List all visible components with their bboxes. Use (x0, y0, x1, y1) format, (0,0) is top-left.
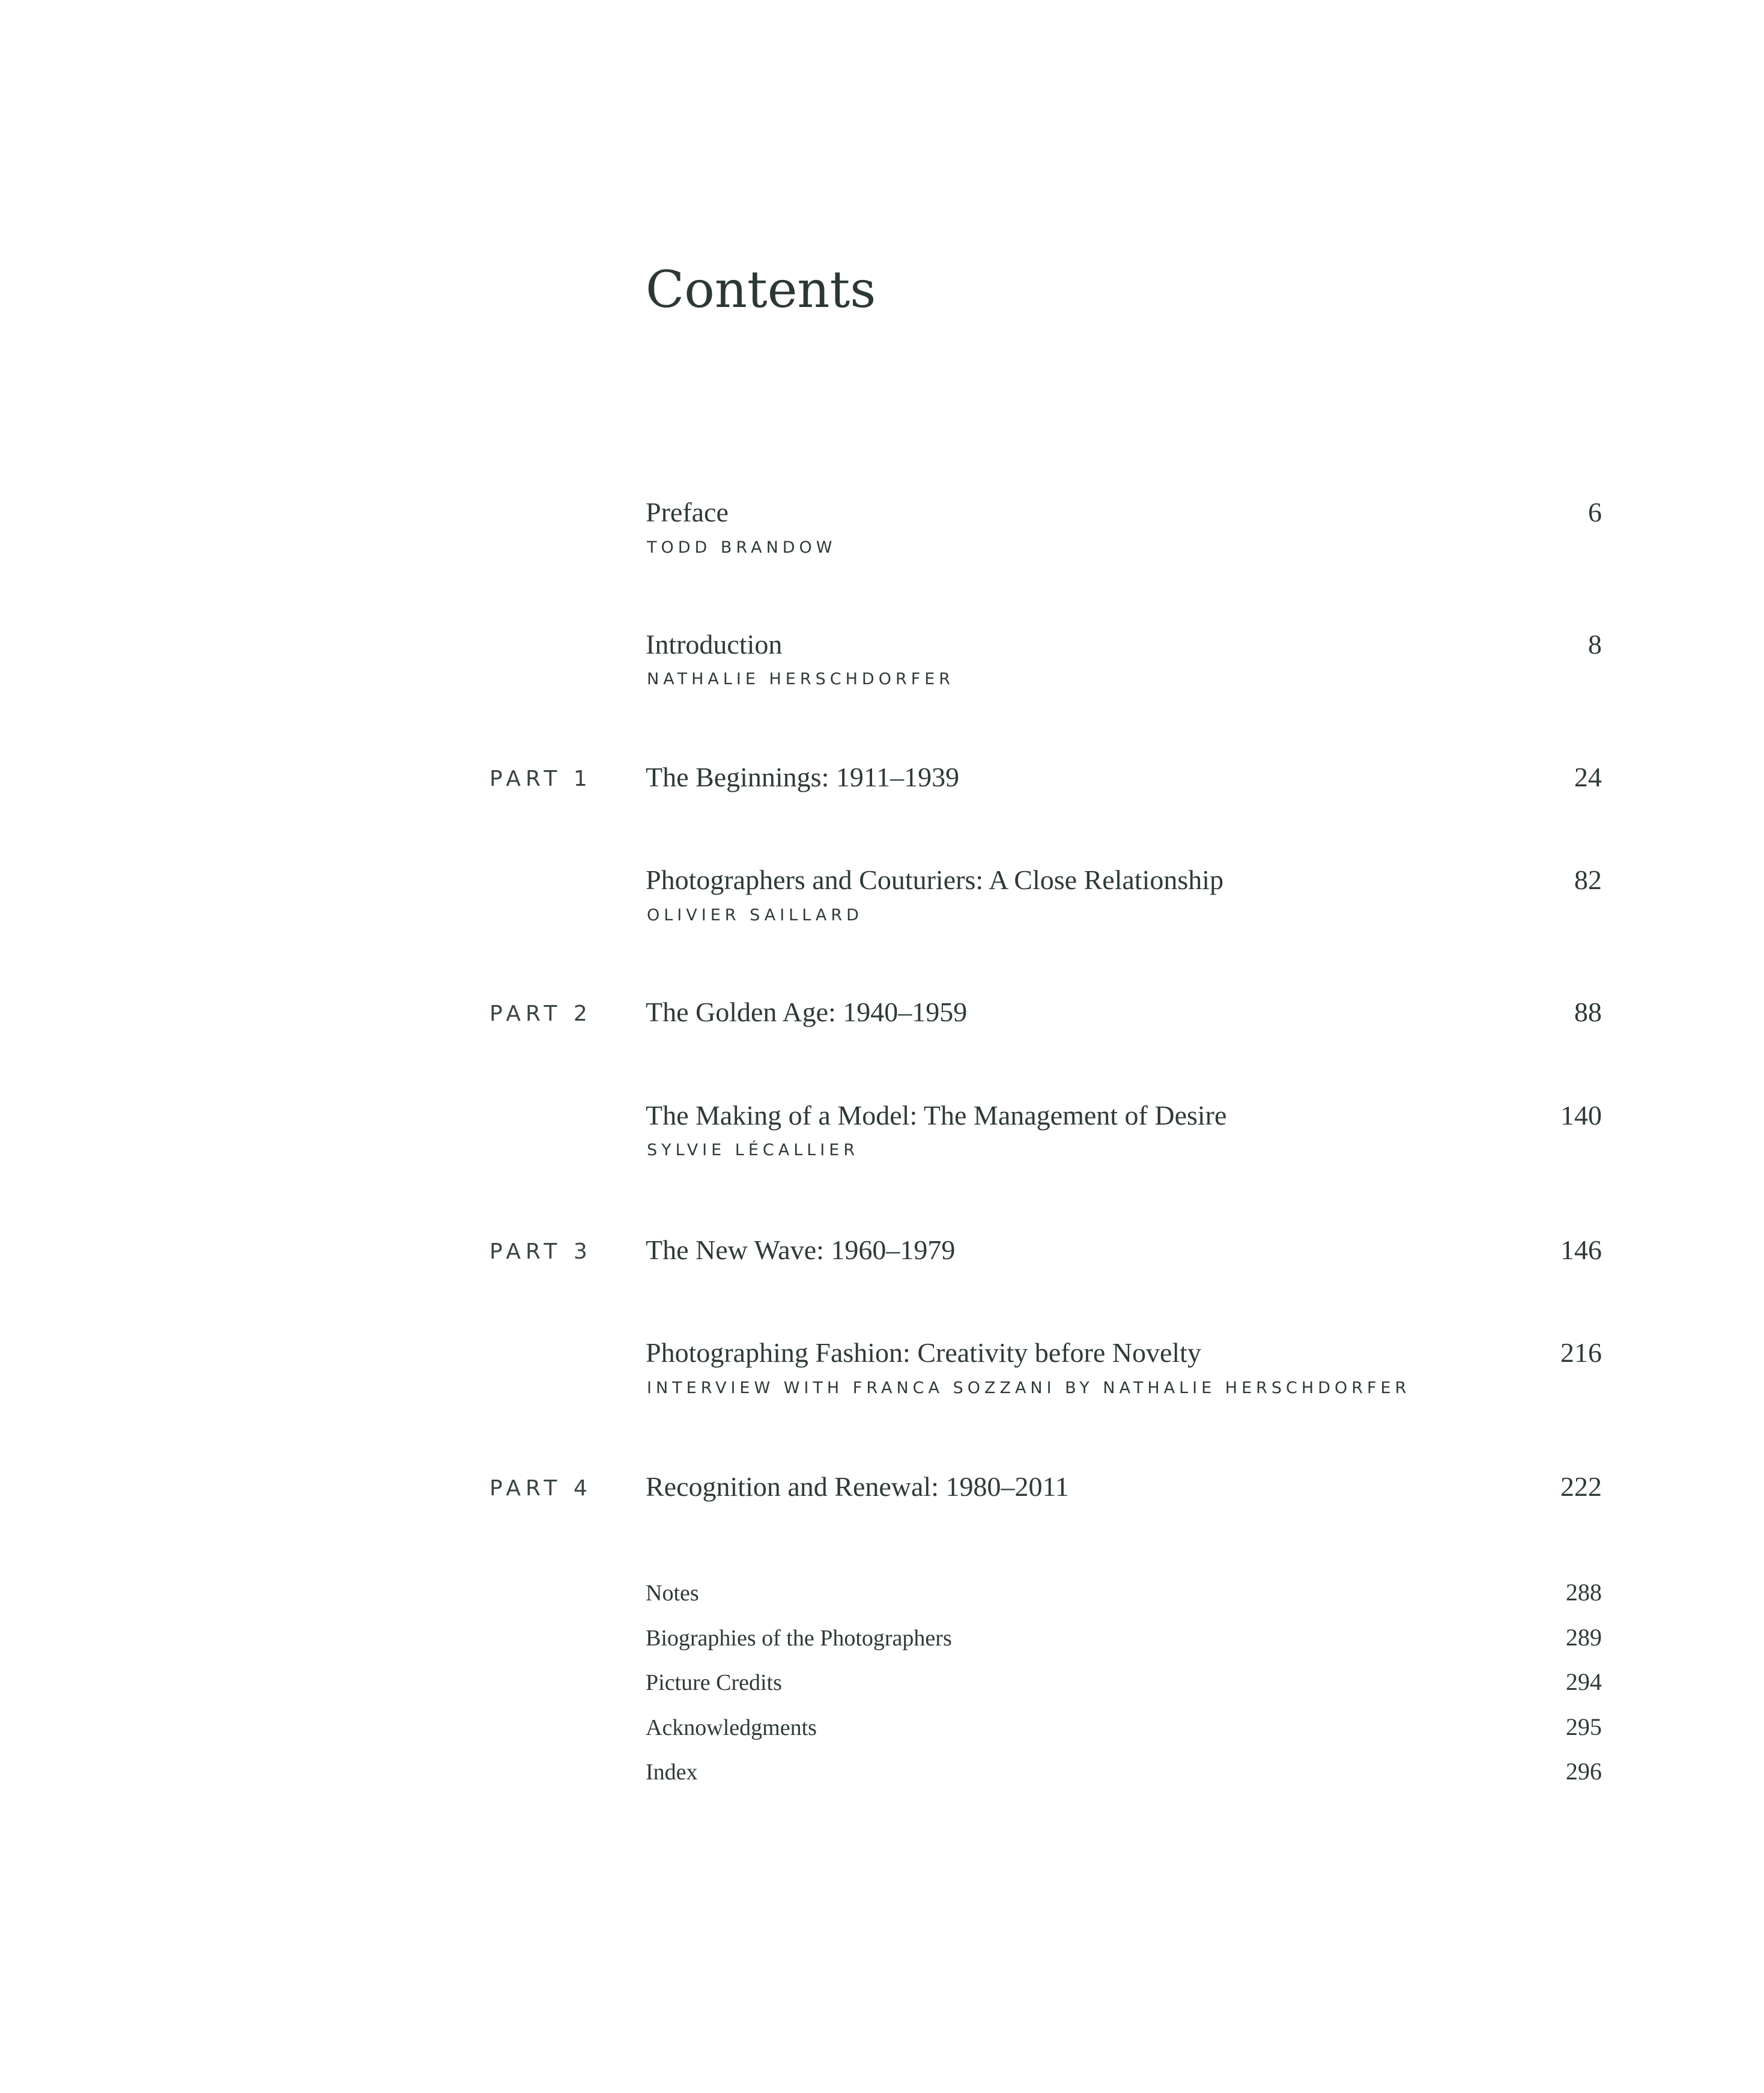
toc-page-number-couturiers: 82 (1574, 864, 1602, 895)
toc-entry-title-making-of-a-model[interactable]: The Making of a Model: The Management of Desire (646, 1100, 1227, 1131)
toc-part-label-4: PART 4 (489, 1476, 592, 1501)
toc-part-label-3: PART 3 (489, 1239, 592, 1264)
toc-entry-author-making-of-a-model: SYLVIE LÉCALLIER (647, 1141, 859, 1159)
toc-page-number-part-2: 88 (1574, 997, 1602, 1027)
toc-entry-author-preface: TODD BRANDOW (647, 538, 837, 557)
toc-back-title-acknowledgments[interactable]: Acknowledgments (646, 1715, 817, 1740)
toc-part-label-1: PART 1 (489, 767, 592, 791)
toc-page-number-photographing-fashion: 216 (1560, 1337, 1602, 1368)
toc-back-title-picture-credits[interactable]: Picture Credits (646, 1670, 782, 1695)
toc-page-number-introduction: 8 (1588, 629, 1602, 660)
toc-page-number-part-4: 222 (1560, 1471, 1602, 1502)
toc-entry-title-introduction[interactable]: Introduction (646, 629, 783, 660)
toc-entry-title-part-1[interactable]: The Beginnings: 1911–1939 (646, 762, 960, 792)
toc-entry-title-part-4[interactable]: Recognition and Renewal: 1980–2011 (646, 1471, 1069, 1502)
toc-entry-author-introduction: NATHALIE HERSCHDORFER (647, 670, 955, 688)
toc-page-number-preface: 6 (1588, 497, 1602, 527)
toc-page-number-part-1: 24 (1574, 762, 1602, 792)
toc-part-label-2: PART 2 (489, 1001, 592, 1026)
toc-back-page-number-notes: 288 (1566, 1579, 1602, 1606)
toc-entry-title-preface[interactable]: Preface (646, 497, 729, 527)
toc-entry-title-part-2[interactable]: The Golden Age: 1940–1959 (646, 997, 968, 1027)
toc-back-title-notes[interactable]: Notes (646, 1581, 699, 1606)
toc-entry-author-couturiers: OLIVIER SAILLARD (647, 906, 863, 925)
toc-back-title-biographies[interactable]: Biographies of the Photographers (646, 1626, 952, 1651)
toc-page-number-part-3: 146 (1560, 1235, 1602, 1265)
toc-back-title-index[interactable]: Index (646, 1760, 698, 1785)
toc-back-page-number-biographies: 289 (1566, 1624, 1602, 1651)
toc-back-page-number-picture-credits: 294 (1566, 1668, 1602, 1695)
toc-entry-title-part-3[interactable]: The New Wave: 1960–1979 (646, 1235, 956, 1265)
toc-back-page-number-index: 296 (1566, 1758, 1602, 1785)
toc-entry-title-couturiers[interactable]: Photographers and Couturiers: A Close Relationship (646, 864, 1224, 895)
toc-back-page-number-acknowledgments: 295 (1566, 1713, 1602, 1740)
page-title: Contents (646, 260, 876, 319)
toc-page-number-making-of-a-model: 140 (1560, 1100, 1602, 1131)
toc-entry-title-photographing-fashion[interactable]: Photographing Fashion: Creativity before Novelty (646, 1337, 1201, 1368)
toc-entry-author-photographing-fashion: INTERVIEW WITH FRANCA SOZZANI BY NATHALIE HERSCHDORFER (647, 1379, 1411, 1397)
